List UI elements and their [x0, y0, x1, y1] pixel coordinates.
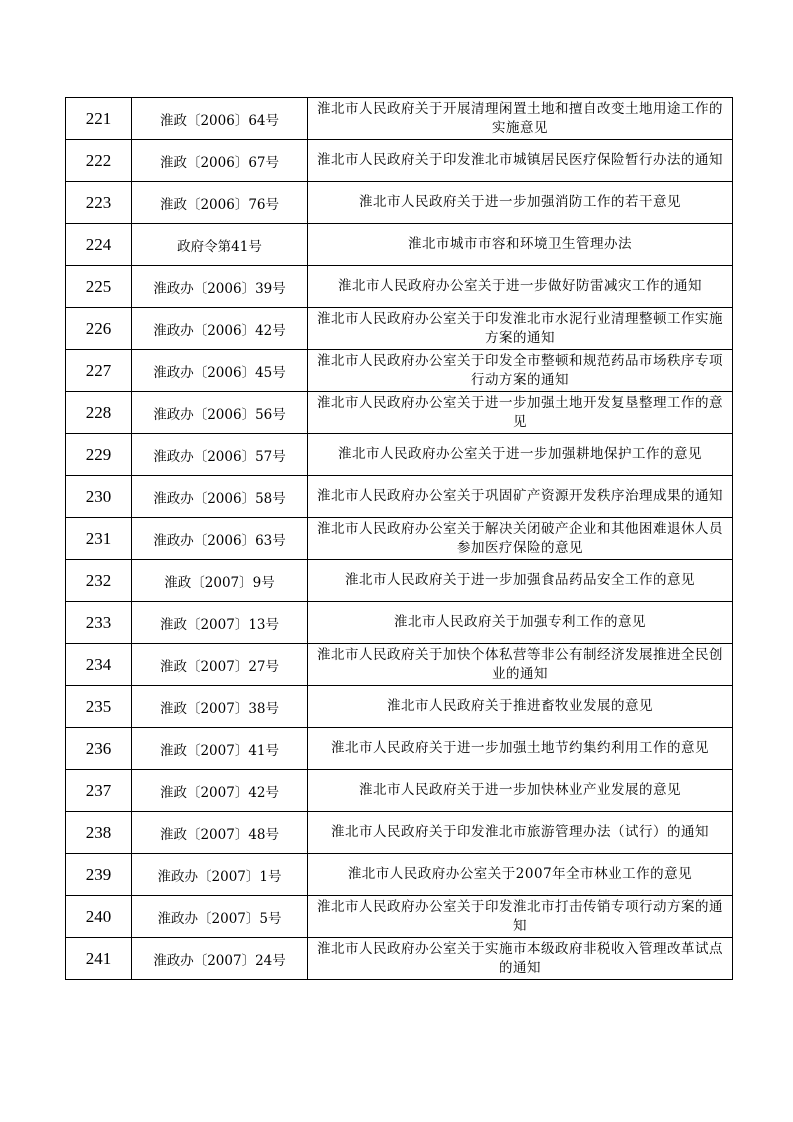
row-number: 225 [66, 266, 132, 308]
document-code: 淮政办〔2006〕57号 [132, 434, 308, 476]
document-code: 淮政办〔2007〕1号 [132, 854, 308, 896]
row-number: 237 [66, 770, 132, 812]
document-code: 淮政〔2007〕42号 [132, 770, 308, 812]
table-row [66, 308, 733, 350]
table-row [66, 476, 733, 518]
document-title: 淮北市人民政府办公室关于印发淮北市打击传销专项行动方案的通知 [308, 896, 733, 938]
table-row [66, 266, 733, 308]
document-code: 淮政〔2007〕48号 [132, 812, 308, 854]
table-row [66, 686, 733, 728]
document-title: 淮北市人民政府关于开展清理闲置土地和擅自改变土地用途工作的实施意见 [308, 98, 733, 140]
document-code: 淮政办〔2006〕42号 [132, 308, 308, 350]
row-number: 226 [66, 308, 132, 350]
document-title: 淮北市人民政府关于印发淮北市旅游管理办法（试行）的通知 [308, 812, 733, 854]
table-row [66, 602, 733, 644]
table-row [66, 98, 733, 140]
document-code: 淮政办〔2006〕56号 [132, 392, 308, 434]
row-number: 235 [66, 686, 132, 728]
document-title: 淮北市人民政府办公室关于2007年全市林业工作的意见 [308, 854, 733, 896]
document-title: 淮北市人民政府办公室关于进一步做好防雷减灾工作的通知 [308, 266, 733, 308]
document-code: 淮政〔2007〕38号 [132, 686, 308, 728]
document-code: 淮政办〔2007〕5号 [132, 896, 308, 938]
row-number: 234 [66, 644, 132, 686]
row-number: 233 [66, 602, 132, 644]
document-title: 淮北市人民政府办公室关于印发全市整顿和规范药品市场秩序专项行动方案的通知 [308, 350, 733, 392]
document-title: 淮北市人民政府办公室关于印发淮北市水泥行业清理整顿工作实施方案的通知 [308, 308, 733, 350]
row-number: 231 [66, 518, 132, 560]
document-title: 淮北市城市市容和环境卫生管理办法 [308, 224, 733, 266]
table-row [66, 896, 733, 938]
row-number: 236 [66, 728, 132, 770]
document-code: 政府令第41号 [132, 224, 308, 266]
table-row [66, 728, 733, 770]
document-title: 淮北市人民政府关于进一步加强食品药品安全工作的意见 [308, 560, 733, 602]
document-code: 淮政办〔2007〕24号 [132, 938, 308, 980]
row-number: 229 [66, 434, 132, 476]
document-table-body [66, 98, 733, 980]
table-row [66, 224, 733, 266]
document-title: 淮北市人民政府办公室关于进一步加强耕地保护工作的意见 [308, 434, 733, 476]
document-code: 淮政办〔2006〕45号 [132, 350, 308, 392]
table-row [66, 854, 733, 896]
row-number: 240 [66, 896, 132, 938]
document-code: 淮政办〔2006〕58号 [132, 476, 308, 518]
document-title: 淮北市人民政府关于加强专利工作的意见 [308, 602, 733, 644]
document-code: 淮政〔2006〕64号 [132, 98, 308, 140]
table-row [66, 812, 733, 854]
table-row [66, 434, 733, 476]
table-row [66, 938, 733, 980]
row-number: 230 [66, 476, 132, 518]
document-title: 淮北市人民政府办公室关于解决关闭破产企业和其他困难退休人员参加医疗保险的意见 [308, 518, 733, 560]
document-title: 淮北市人民政府关于加快个体私营等非公有制经济发展推进全民创业的通知 [308, 644, 733, 686]
document-code: 淮政办〔2006〕39号 [132, 266, 308, 308]
document-title: 淮北市人民政府办公室关于实施市本级政府非税收入管理改革试点的通知 [308, 938, 733, 980]
row-number: 221 [66, 98, 132, 140]
document-title: 淮北市人民政府办公室关于巩固矿产资源开发秩序治理成果的通知 [308, 476, 733, 518]
table-row [66, 350, 733, 392]
document-code: 淮政〔2007〕41号 [132, 728, 308, 770]
row-number: 228 [66, 392, 132, 434]
document-title: 淮北市人民政府关于进一步加强土地节约集约利用工作的意见 [308, 728, 733, 770]
row-number: 241 [66, 938, 132, 980]
table-row [66, 518, 733, 560]
table-row [66, 644, 733, 686]
table-row [66, 182, 733, 224]
document-title: 淮北市人民政府关于进一步加快林业产业发展的意见 [308, 770, 733, 812]
document-code: 淮政〔2007〕9号 [132, 560, 308, 602]
document-title: 淮北市人民政府办公室关于进一步加强土地开发复垦整理工作的意见 [308, 392, 733, 434]
document-table [65, 97, 733, 980]
row-number: 232 [66, 560, 132, 602]
table-row [66, 770, 733, 812]
document-title: 淮北市人民政府关于印发淮北市城镇居民医疗保险暂行办法的通知 [308, 140, 733, 182]
row-number: 238 [66, 812, 132, 854]
document-code: 淮政办〔2006〕63号 [132, 518, 308, 560]
document-code: 淮政〔2006〕76号 [132, 182, 308, 224]
row-number: 223 [66, 182, 132, 224]
document-title: 淮北市人民政府关于推进畜牧业发展的意见 [308, 686, 733, 728]
table-row [66, 560, 733, 602]
row-number: 239 [66, 854, 132, 896]
table-row [66, 392, 733, 434]
table-row [66, 140, 733, 182]
document-code: 淮政〔2006〕67号 [132, 140, 308, 182]
document-code: 淮政〔2007〕27号 [132, 644, 308, 686]
row-number: 227 [66, 350, 132, 392]
document-code: 淮政〔2007〕13号 [132, 602, 308, 644]
document-title: 淮北市人民政府关于进一步加强消防工作的若干意见 [308, 182, 733, 224]
row-number: 224 [66, 224, 132, 266]
row-number: 222 [66, 140, 132, 182]
